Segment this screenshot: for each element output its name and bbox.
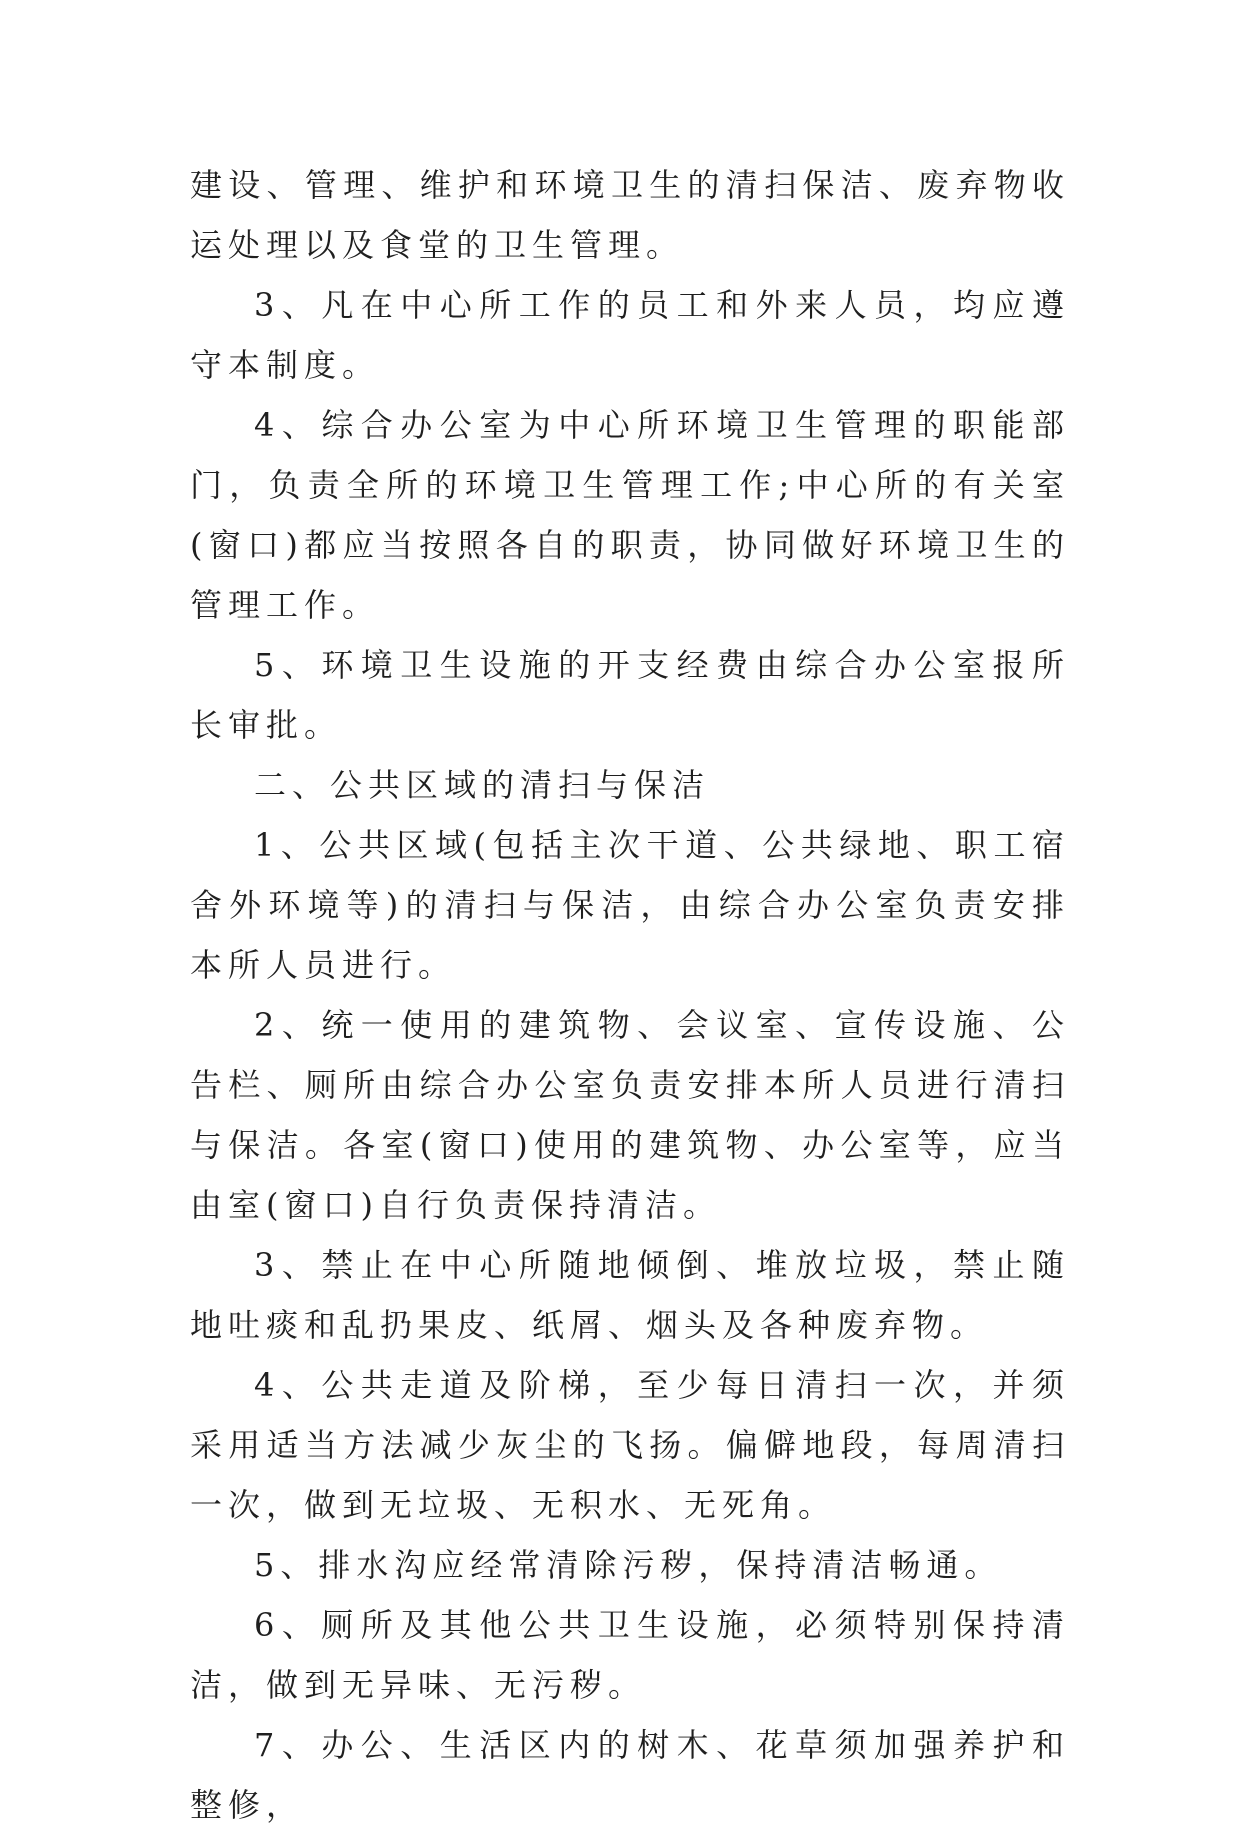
paragraph-item-4: 4、综合办公室为中心所环境卫生管理的职能部门，负责全所的环境卫生管理工作;中心所的有关室(窗口)都应当按照各自的职责，协同做好环境卫生的管理工作。 — [190, 406, 1070, 624]
paragraph-item-6: 6、厕所及其他公共卫生设施，必须特别保持清洁，做到无异味、无污秽。 — [190, 1606, 1070, 1704]
paragraph-item-4: 4、公共走道及阶梯，至少每日清扫一次，并须采用适当方法减少灰尘的飞扬。偏僻地段，每周清扫一次，做到无垃圾、无积水、无死角。 — [190, 1366, 1070, 1524]
paragraph-item-5: 5、排水沟应经常清除污秽，保持清洁畅通。 — [254, 1546, 1003, 1584]
paragraph-item-3: 3、禁止在中心所随地倾倒、堆放垃圾，禁止随地吐痰和乱扔果皮、纸屑、烟头及各种废弃物。 — [190, 1246, 1070, 1344]
paragraph-continuation: 建设、管理、维护和环境卫生的清扫保洁、废弃物收运处理以及食堂的卫生管理。 — [190, 166, 1070, 264]
document-body — [190, 155, 1070, 1835]
paragraph-item-7: 7、办公、生活区内的树木、花草须加强养护和整修， — [190, 1726, 1070, 1824]
section-heading: 二、公共区域的清扫与保洁 — [254, 766, 711, 804]
paragraph-item-3: 3、凡在中心所工作的员工和外来人员，均应遵守本制度。 — [190, 286, 1070, 384]
paragraph-item-1: 1、公共区域(包括主次干道、公共绿地、职工宿舍外环境等)的清扫与保洁，由综合办公室负责安排本所人员进行。 — [190, 826, 1070, 984]
paragraph-item-5: 5、环境卫生设施的开支经费由综合办公室报所长审批。 — [190, 646, 1070, 744]
paragraph-item-2: 2、统一使用的建筑物、会议室、宣传设施、公告栏、厕所由综合办公室负责安排本所人员进行清扫与保洁。各室(窗口)使用的建筑物、办公室等，应当由室(窗口)自行负责保持清洁。 — [190, 1006, 1070, 1224]
